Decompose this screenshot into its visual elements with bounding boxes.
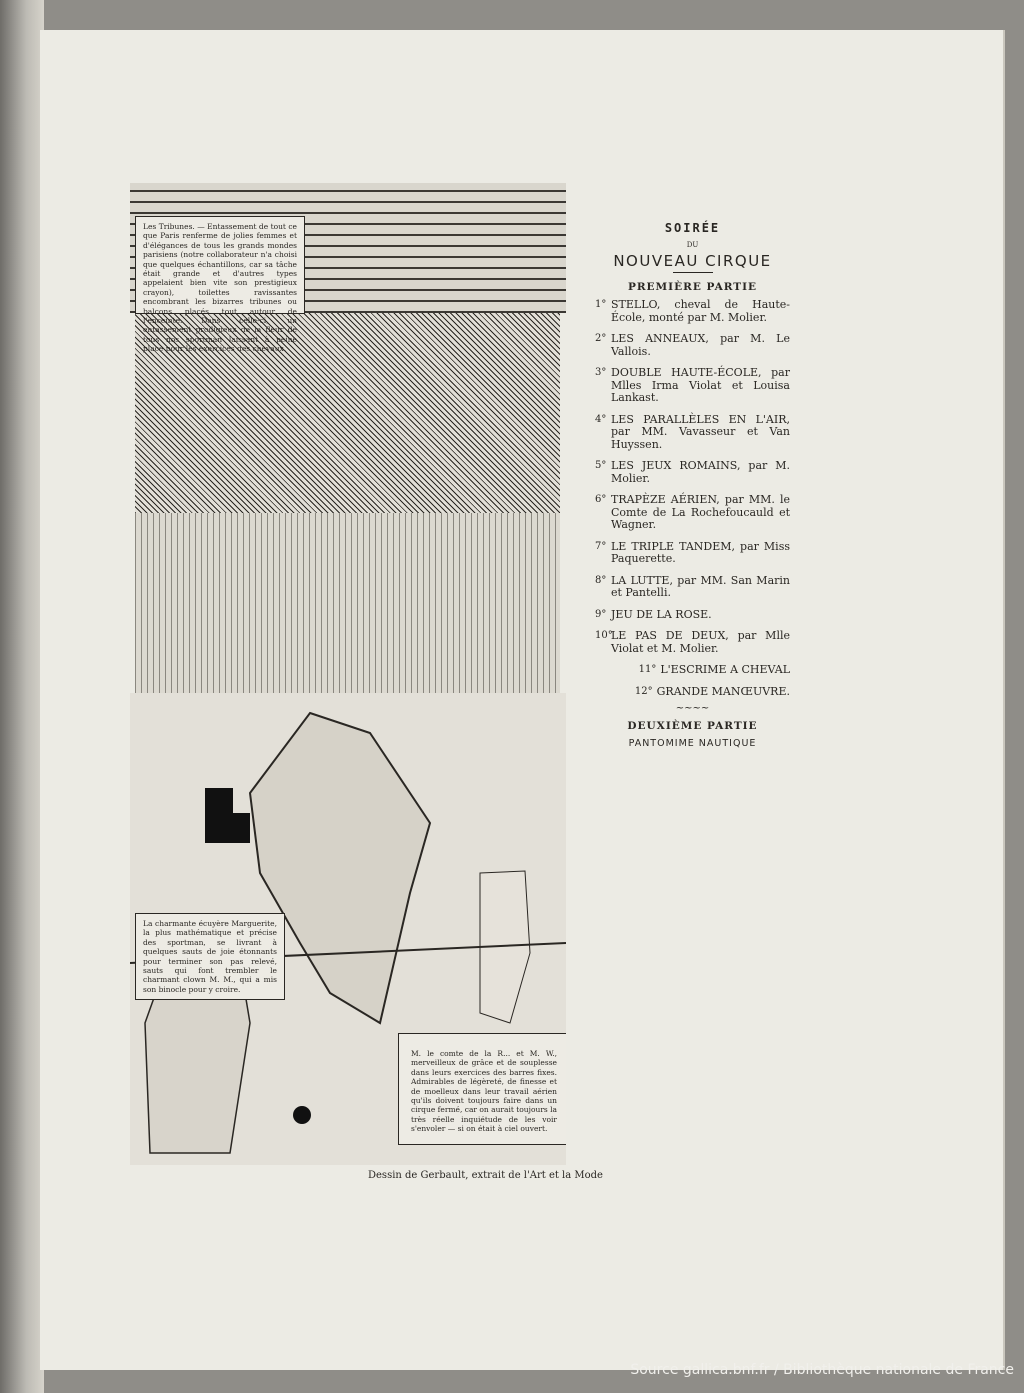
source-footer: Source gallica.bnf.fr / Bibliothèque nationale de France: [630, 1362, 1014, 1378]
program: [595, 222, 790, 751]
rider-shape: [205, 813, 250, 843]
illustration-circus: [130, 183, 566, 1165]
program-item: [595, 460, 790, 485]
top-hat-shape: [205, 788, 233, 813]
program-du: DU: [686, 240, 699, 249]
program-item: [595, 686, 790, 699]
program-item: [595, 541, 790, 566]
item-number: 2°: [595, 333, 607, 344]
part-two-heading: DEUXIÈME PARTIE: [627, 719, 758, 732]
item-number: 1°: [595, 299, 607, 310]
program-item: [595, 494, 790, 532]
item-number: 4°: [595, 413, 607, 425]
caption-box-ecuyere: La charmante écuyère Marguerite, la plus mathématique et précise des sportman, se livrant à quelques sauts de joie étonnants pour terminer son pas relevé, sauts qui font trembler le charmant clown M. M., qui a mis son binocle pour y croire.: [135, 913, 285, 1000]
item-text: DOUBLE HAUTE-ÉCOLE, par Mlles Irma Violat et Louisa Lankast.: [611, 366, 790, 404]
caption-box-comte: M. le comte de la R... et M. W., merveilleux de grâce et de souplesse dans leurs exercices des barres fixes. Admirables de légèreté, de finesse et de moelleux dans leur travail aérien qu'ils doivent toujours faire dans un cirque fermé, car on aurait toujours la très réelle inquiétude de les voir s'envoler — si on était à ciel ouvert.: [398, 1033, 566, 1145]
item-number: 9°: [595, 608, 607, 620]
program-item: [595, 664, 790, 677]
item-text: LES ANNEAUX, par M. Le Vallois.: [611, 332, 790, 358]
ball-shape: [293, 1106, 311, 1124]
item-text: LES PARALLÈLES EN L'AIR, par MM. Vavasseur et Van Huyssen.: [611, 412, 790, 451]
item-number: 8°: [595, 574, 607, 586]
divider: [673, 272, 713, 273]
item-text: TRAPÈZE AÉRIEN, par MM. le Comte de La Rochefoucauld et Wagner.: [611, 493, 790, 531]
item-number: 12°: [634, 685, 653, 697]
item-number: 10°: [595, 630, 613, 641]
item-number: 11°: [638, 664, 657, 675]
item-text: LES JEUX ROMAINS, par M. Molier.: [611, 459, 790, 485]
program-item: [595, 630, 790, 655]
separator: ~~~~: [675, 703, 710, 714]
program-item: [595, 414, 790, 452]
item-text: L'ESCRIME A CHEVAL: [660, 663, 790, 676]
program-items: [595, 299, 790, 698]
program-item: [595, 367, 790, 405]
part-one-heading: PREMIÈRE PARTIE: [627, 280, 758, 293]
item-text: LE TRIPLE TANDEM, par Miss Paquerette.: [611, 539, 790, 565]
item-number: 5°: [595, 460, 607, 471]
part-two-item: PANTOMIME NAUTIQUE: [628, 738, 757, 749]
item-text: GRANDE MANŒUVRE.: [656, 684, 790, 698]
item-text: JEU DE LA ROSE.: [611, 607, 712, 621]
program-item: [595, 609, 790, 622]
caption-box-tribunes: Les Tribunes. — Entassement de tout ce que Paris renferme de jolies femmes et d'élégances de tous les grands mondes parisiens (notre collaborateur n'a choisi que quelques échantillons, car sa tâche était grande et d'autres types appelaient bien vite son prestigieux crayon), toilettes ravissantes encombrant les bizarres tribunes ou balcons placés tout autour de l'enceinte. Dans celle-ci, un entassement prodigieux de la fleur de tous nos sportman laissant à peine place pour les exercices des chevaux.: [135, 216, 305, 314]
item-text: LA LUTTE, par MM. San Marin et Pantelli.: [611, 573, 790, 599]
item-text: LE PAS DE DEUX, par Mlle Violat et M. Molier.: [611, 629, 790, 655]
item-number: 3°: [595, 367, 607, 378]
illustration-credit: Dessin de Gerbault, extrait de l'Art et la Mode: [368, 1170, 603, 1181]
program-subtitle: NOUVEAU CIRQUE: [613, 252, 772, 270]
item-number: 7°: [595, 540, 607, 552]
program-title: SOIRÉE: [664, 221, 721, 235]
program-item: [595, 299, 790, 324]
balcony-railing: [135, 513, 560, 693]
book-gutter: [0, 0, 44, 1393]
item-text: STELLO, cheval de Haute-École, monté par M. Molier.: [611, 298, 790, 324]
program-item: [595, 575, 790, 600]
item-number: 6°: [595, 494, 607, 505]
program-item: [595, 333, 790, 358]
